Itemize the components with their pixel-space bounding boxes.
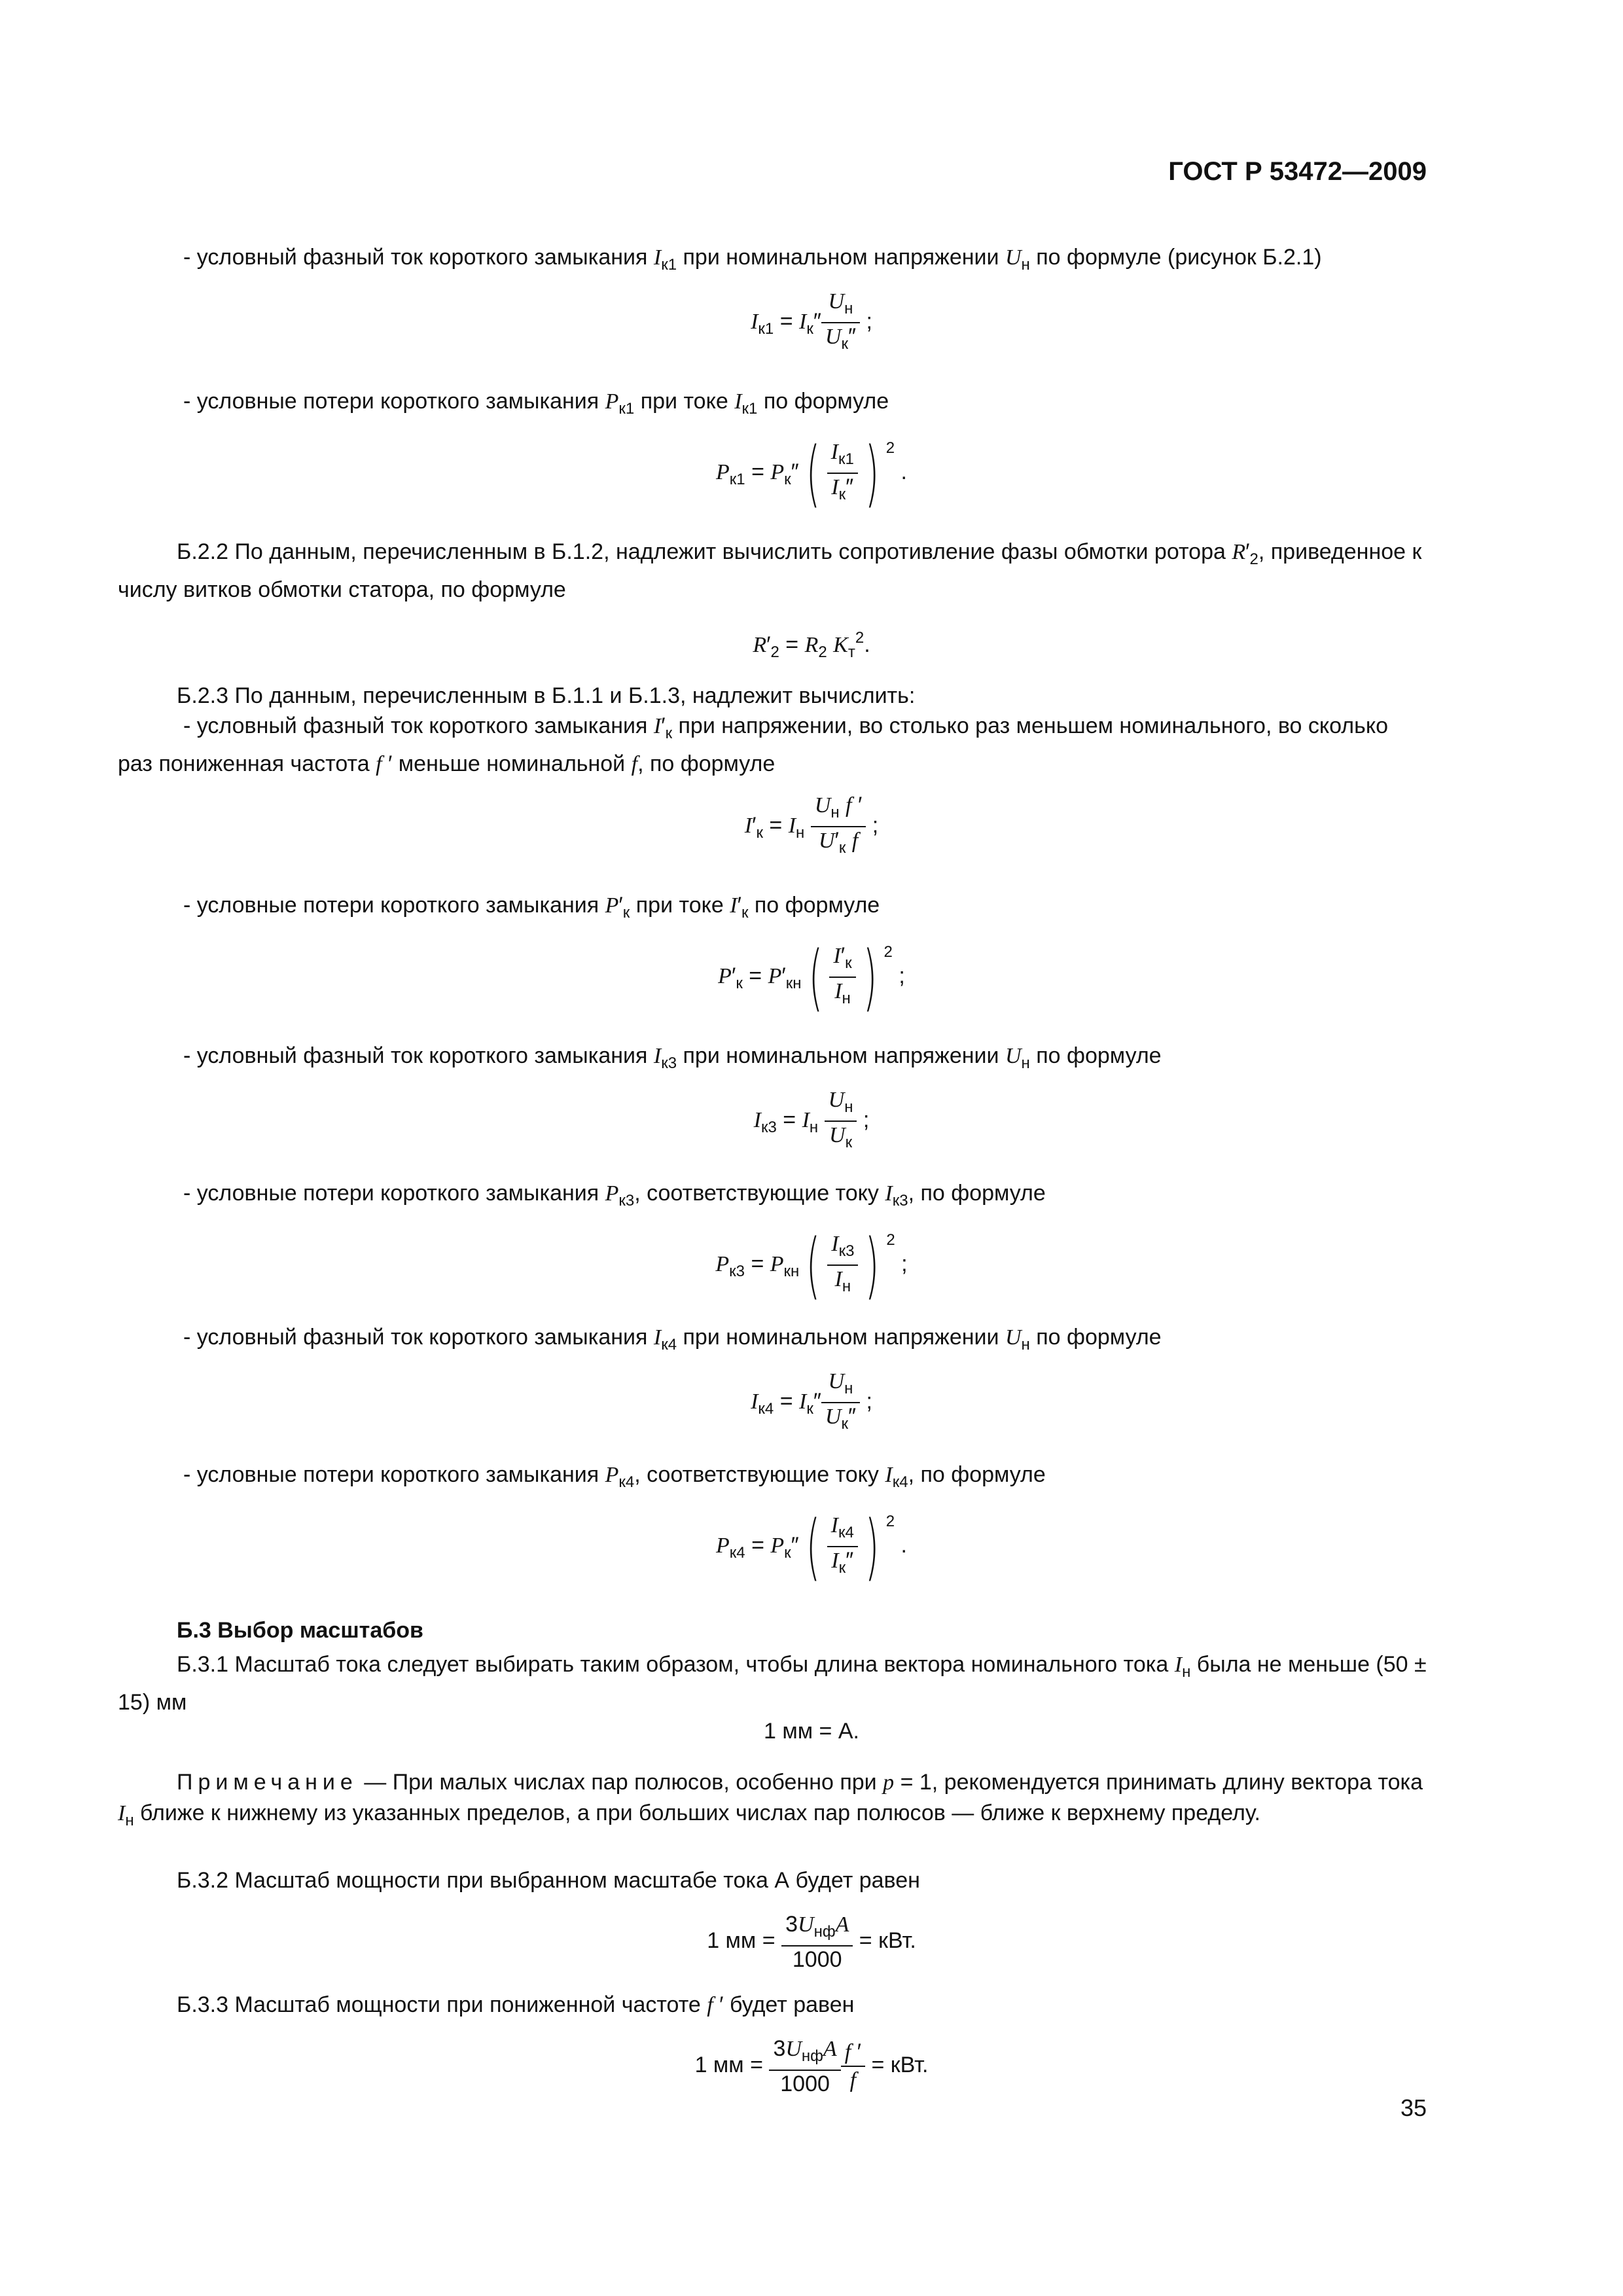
text-line: - условные потери короткого замыкания $P_{к1}$ при токе $I_{к1}$ по формуле xyxy=(183,389,889,418)
page-number: 35 xyxy=(1400,2094,1427,2121)
paragraph-b31: Б.3.1 Масштаб тока следует выбирать таким образом, чтобы длина вектора номинального тока $I_н$ была не меньше (50 ± 15) мм xyxy=(118,1652,1427,1715)
text-line: - условный фазный ток короткого замыкания $I_{к4}$ при номинальном напряжении $U_н$ по формуле xyxy=(183,1325,1162,1354)
formula-pk4: $P_{к4} = P_к''$( $\frac{I_{к4}}{I_к''}$ ) $^2$ . xyxy=(715,1505,907,1589)
formula-ik4: $I_{к4} = I_к''$ $\frac{U_н}{U_к''}$ ; xyxy=(751,1369,872,1433)
text-line: - условные потери короткого замыкания $P_{к3}$, соответствующие току $I_{к3}$, по формуле xyxy=(183,1181,1046,1210)
paragraph-b23: Б.2.3 По данным, перечисленным в Б.1.1 и Б.1.3, надлежит вычислить: xyxy=(177,683,916,708)
paragraph-b22: Б.2.2 По данным, перечисленным в Б.1.2, надлежит вычислить сопротивление фазы обмотки ротора $R'_2$, приведенное к числу витков обмотки статора, по формуле xyxy=(118,539,1422,602)
formula-ik3: $I_{к3} = I_н$ $\frac{U_н}{U_к}$ ; xyxy=(753,1088,870,1151)
formula-scale-current: 1 мм = А. xyxy=(764,1719,859,1744)
formula-r2: $R'_2 = R_2$ $K_т^2$. xyxy=(753,629,870,661)
formula-ik-prime: $I'_к = I_н$ $\frac{U_н f '}{U'_к f}$ ; xyxy=(744,793,879,857)
formula-ik1: $I_{к1} = I_к''$ $\frac{U_н}{U_к''}$ ; xyxy=(751,289,872,353)
formula-pk1: $P_{к1} = P_к''$( $\frac{I_{к1}}{I_к''}$ ) $^2$ . xyxy=(715,431,907,516)
text-line: - условный фазный ток короткого замыкания $I'_к$ при напряжении, во столько раз меньшем номинального, во сколько раз пониженная частота f ′ меньше номинальной f, по формуле xyxy=(118,713,1389,776)
formula-power-scale: 1 мм = $\frac{3U_{нф}A}{1000}$ = кВт. xyxy=(707,1912,916,1972)
section-title: Б.3 Выбор масштабов xyxy=(177,1618,423,1643)
text-line: - условный фазный ток короткого замыкания $I_{к3}$ при номинальном напряжении $U_н$ по формуле xyxy=(183,1043,1162,1072)
text-line: - условный фазный ток короткого замыкания $I_{к1}$ при номинальном напряжении $U_н$ по формуле (рисунок Б.2.1) xyxy=(183,245,1322,274)
text-line: - условные потери короткого замыкания $P'_к$ при токе $I'_к$ по формуле xyxy=(183,893,880,922)
formula-power-scale-low-freq: 1 мм = $\frac{3U_{нф}A}{1000}$ $\frac{f '}{f}$ = кВт. xyxy=(694,2036,929,2096)
paragraph-b33: Б.3.3 Масштаб мощности при пониженной частоте f ′ будет равен xyxy=(177,1992,855,2017)
standard-number: ГОСТ Р 53472—2009 xyxy=(1168,157,1427,186)
note: Примечание — При малых числах пар полюсов, особенно при p = 1, рекомендуется принимать длину вектора тока $I_н$ ближе к нижнему из указанных пределов, а при больших числах пар полюсов — ближе к верхнему пределу. xyxy=(118,1770,1423,1829)
paragraph-b32: Б.3.2 Масштаб мощности при выбранном масштабе тока А будет равен xyxy=(177,1868,920,1893)
text-line: - условные потери короткого замыкания $P_{к4}$, соответствующие току $I_{к4}$, по формуле xyxy=(183,1462,1046,1491)
formula-pk-prime: $P'_к = P'_{кн}$( $\frac{I'_к}{I_н}$ ) $^2$ ; xyxy=(718,935,905,1020)
formula-pk3: $P_{к3} = P_{кн}$( $\frac{I_{к3}}{I_н}$ ) $^2$ ; xyxy=(715,1223,908,1308)
